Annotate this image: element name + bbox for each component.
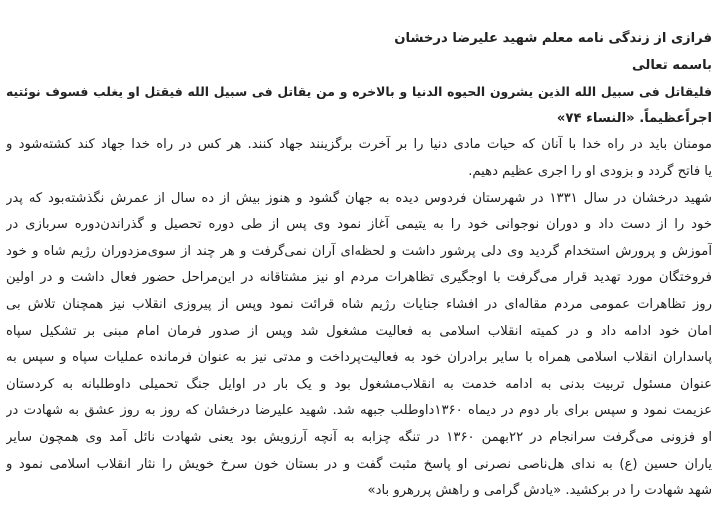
paragraph-line: خود را از دست داد و دوران نوجوانی خود را به یتیمی آغاز نمود وی پس از طی دوره تحصیل و گذراندن‌دوره سربازی در <box>6 217 712 233</box>
paragraph-line: یا فاتح گردد و بزودی او را اجری عظیم دهیم. <box>468 163 712 179</box>
paragraph-line: آموزش و پرورش استخدام گردید وی دلی پرشور داشت و لحظه‌ای آران نمی‌گرفت و هر چند از سوی‌مزدوران رژیم شاه و خود <box>6 243 712 259</box>
quran-verse-line: اجراًعظیماً. «النساء ۷۴» <box>556 110 712 126</box>
paragraph-line: پاسداران انقلاب اسلامی همراه با سایر برادران خود به فعالیت‌پرداخت و مدتی نیز به عنوان فرمانده عملیات سپاه و سپس به <box>6 350 712 366</box>
paragraph-line: او فزونی می‌گرفت سرانجام در ۲۲بهمن ۱۳۶۰ در تنگه چزابه به آنچه آرزویش بود یعنی شهادت نائل آمد وی همچون سایر <box>6 429 712 445</box>
article-title: فرازی از زندگی نامه معلم شهید علیرضا درخشان <box>394 31 712 46</box>
paragraph-line: روز تظاهرات عمومی مردم مقاله‌ای در افشاء جنایات رژیم شاه قرائت نمود وپس از پیروزی انقلاب نیز همچنان تلاش بی <box>6 296 712 312</box>
paragraph-line: فروختگان مورد تهدید قرار می‌گرفت با اوجگیری تظاهرات مردم او نیز مشتاقانه در این‌مراحل حضور فعال داشت و در اولین <box>6 270 712 286</box>
quran-verse-line: فلیقاتل فی سبیل الله الذین یشرون الحیوه الدنیا و بالاخره و من یقاتل فی سبیل الله فیقتل او یغلب فسوف نوئتیه <box>6 84 712 100</box>
paragraph-line: عزیمت نمود و سپس برای بار دوم در دیماه ۱۳۶۰داوطلب جبهه شد. شهید علیرضا درخشان که روز به روز عشق به شهادت در <box>6 403 712 419</box>
paragraph-line: شهید درخشان در سال ۱۳۳۱ در شهرستان فردوس دیده به جهان گشود و هنوز بیش از ده سال از عمرش نگذشته‌بود که پدر <box>6 190 712 206</box>
paragraph-line: یاران حسین (ع) به ندای هل‌ناصی نصرنی او پاسخ مثبت گفت و در بستان خون سرخ خویش را نثار انقلاب اسلامی نمود و <box>6 456 712 472</box>
paragraph-line: شهد شهادت را در برکشید. «یادش گرامی و راهش پررهرو باد» <box>367 483 712 499</box>
invocation: باسمه تعالی <box>632 57 712 73</box>
paragraph-line: امان خود ادامه داد و در کمیته انقلاب اسلامی به فعالیت مشغول شد وپس از صدور فرمان امام مبنی بر تشکیل سپاه <box>6 323 712 339</box>
paragraph-line: عنوان مسئول تربیت بدنی به ادامه خدمت به انقلاب‌مشغول بود و یک بار در اوایل جنگ تحمیلی داوطلبانه به کردستان <box>6 376 712 392</box>
paragraph-line: مومنان باید در راه خدا با آنان که حیات مادی دنیا را بر آخرت برگزینند جهاد کنند. هر کس در راه خدا جهاد کند کشته‌شود و <box>6 137 712 153</box>
